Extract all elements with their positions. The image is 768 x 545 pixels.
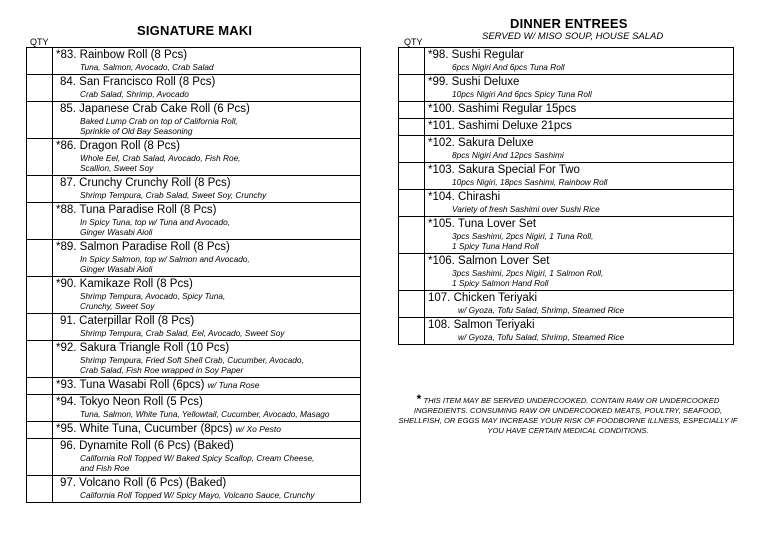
qty-cell[interactable] xyxy=(27,75,53,102)
item-name-text: 96. Dynamite Roll (6 Pcs) (Baked) xyxy=(60,440,234,452)
item-description: Shrimp Tempura, Crab Salad, Eel, Avocado, Sweet Soy xyxy=(80,328,285,338)
item-cell xyxy=(425,102,734,119)
qty-cell[interactable] xyxy=(399,254,425,291)
menu-row xyxy=(399,163,734,190)
item-name-text: 97. Volcano Roll (6 Pcs) (Baked) xyxy=(60,477,227,489)
item-description: 6pcs Nigiri And 6pcs Tuna Roll xyxy=(452,62,565,72)
item-name-text: *101. Sashimi Deluxe 21pcs xyxy=(428,120,572,132)
warning-asterisk: * xyxy=(416,392,422,406)
item-description: Tuna, Salmon, White Tuna, Yellowtail, Cucumber, Avocado, Masago xyxy=(80,409,330,419)
item-name-text: *83. Rainbow Roll (8 Pcs) xyxy=(56,49,188,61)
item-inline-note: w/ Xo Pesto xyxy=(235,424,281,434)
item-name xyxy=(428,191,730,204)
warning-text: THIS ITEM MAY BE SERVED UNDERCOOKED. CONTAIN RAW OR UNDERCOOKED INGREDIENTS. CONSUMING RAW OR UNDERCOOKED MEATS, POULTRY, SEAFOOD, SHELLFISH, OR EGGS MAY INCREASE YOUR RISK OF FOODBORNE ILLNESS, ESPECIALLY IF YOU HAVE CERTAIN MEDICAL CONDITIONS. xyxy=(398,396,738,435)
item-cell xyxy=(53,102,361,139)
item-cell xyxy=(53,314,361,341)
item-cell xyxy=(53,139,361,176)
item-cell xyxy=(53,341,361,378)
dinner-entrees-table xyxy=(398,47,734,345)
menu-row xyxy=(27,439,361,476)
item-description: In Spicy Salmon, top w/ Salmon and Avocado, Ginger Wasabi Aioli xyxy=(80,254,250,274)
item-description: Shrimp Tempura, Avocado, Spicy Tuna, Crunchy, Sweet Soy xyxy=(80,291,226,311)
menu-row xyxy=(399,136,734,163)
item-description: Variety of fresh Sashimi over Sushi Rice xyxy=(452,204,600,214)
item-name xyxy=(428,49,730,62)
item-name-text: 87. Crunchy Crunchy Roll (8 Pcs) xyxy=(60,177,231,189)
item-name xyxy=(56,76,357,89)
item-name-text: *98. Sushi Regular xyxy=(428,49,524,61)
menu-row xyxy=(27,314,361,341)
item-name xyxy=(56,477,357,490)
menu-row xyxy=(399,254,734,291)
item-name xyxy=(56,241,357,254)
qty-cell[interactable] xyxy=(27,422,53,439)
item-cell xyxy=(425,163,734,190)
menu-row xyxy=(27,139,361,176)
qty-cell[interactable] xyxy=(399,102,425,119)
qty-cell[interactable] xyxy=(27,240,53,277)
item-name-text: *95. White Tuna, Cucumber (8pcs) xyxy=(56,423,233,435)
item-cell xyxy=(53,176,361,203)
qty-cell[interactable] xyxy=(27,139,53,176)
item-name xyxy=(428,255,730,268)
menu-row xyxy=(399,190,734,217)
item-name-text: *103. Sakura Special For Two xyxy=(428,164,580,176)
item-description: 3pcs Sashimi, 2pcs Nigiri, 1 Tuna Roll, 1 Spicy Tuna Hand Roll xyxy=(452,231,594,251)
menu-row xyxy=(399,291,734,318)
item-name-text: *88. Tuna Paradise Roll (8 Pcs) xyxy=(56,204,217,216)
item-description: 10pcs Nigiri, 18pcs Sashimi, Rainbow Roll xyxy=(452,177,608,187)
qty-cell[interactable] xyxy=(27,439,53,476)
qty-cell[interactable] xyxy=(399,318,425,345)
qty-cell[interactable] xyxy=(27,176,53,203)
menu-row xyxy=(27,378,361,395)
item-cell xyxy=(53,378,361,395)
item-description: Shrimp Tempura, Fried Soft Shell Crab, Cucumber, Avocado, Crab Salad, Fish Roe wrapped in Soy Paper xyxy=(80,355,304,375)
right-qty-label: QTY xyxy=(404,37,423,47)
item-name-text: *93. Tuna Wasabi Roll (6pcs) xyxy=(56,379,205,391)
qty-cell[interactable] xyxy=(399,190,425,217)
item-cell xyxy=(53,422,361,439)
menu-row xyxy=(399,119,734,136)
item-cell xyxy=(53,476,361,503)
qty-cell[interactable] xyxy=(399,163,425,190)
raw-food-warning xyxy=(398,394,738,436)
menu-row xyxy=(27,277,361,314)
item-name xyxy=(56,278,357,291)
qty-cell[interactable] xyxy=(399,217,425,254)
item-cell xyxy=(53,240,361,277)
menu-row xyxy=(27,75,361,102)
item-name xyxy=(56,342,357,355)
item-cell xyxy=(425,75,734,102)
dinner-entrees-title: DINNER ENTREES xyxy=(510,16,628,31)
item-name xyxy=(428,120,730,133)
item-name-text: 108. Salmon Teriyaki xyxy=(428,319,535,331)
qty-cell[interactable] xyxy=(27,395,53,422)
signature-maki-title: SIGNATURE MAKI xyxy=(137,23,253,38)
item-name xyxy=(428,164,730,177)
item-description: Whole Eel, Crab Salad, Avocado, Fish Roe, Scallion, Sweet Soy xyxy=(80,153,241,173)
item-name-text: 84. San Francisco Roll (8 Pcs) xyxy=(60,76,216,88)
qty-cell[interactable] xyxy=(399,119,425,136)
qty-cell[interactable] xyxy=(27,203,53,240)
item-cell xyxy=(425,136,734,163)
item-name-text: *92. Sakura Triangle Roll (10 Pcs) xyxy=(56,342,230,354)
qty-cell[interactable] xyxy=(27,277,53,314)
item-name xyxy=(56,140,357,153)
item-name-text: 107. Chicken Teriyaki xyxy=(428,292,538,304)
item-cell xyxy=(425,190,734,217)
menu-row xyxy=(27,176,361,203)
item-description: 3pcs Sashimi, 2pcs Nigiri, 1 Salmon Roll, 1 Spicy Salmon Hand Roll xyxy=(452,268,604,288)
menu-row xyxy=(27,203,361,240)
item-name-text: *90. Kamikaze Roll (8 Pcs) xyxy=(56,278,193,290)
item-name xyxy=(428,76,730,89)
item-name-text: *100. Sashimi Regular 15pcs xyxy=(428,103,577,115)
item-name xyxy=(56,315,357,328)
menu-row xyxy=(399,217,734,254)
item-description: Shrimp Tempura, Crab Salad, Sweet Soy, Crunchy xyxy=(80,190,267,200)
menu-row xyxy=(399,75,734,102)
qty-cell[interactable] xyxy=(399,136,425,163)
item-description: Crab Salad, Shrimp, Avocado xyxy=(80,89,189,99)
item-cell xyxy=(53,203,361,240)
item-name xyxy=(56,49,357,62)
item-name-text: *102. Sakura Deluxe xyxy=(428,137,534,149)
item-name-text: *89. Salmon Paradise Roll (8 Pcs) xyxy=(56,241,230,253)
menu-row xyxy=(399,102,734,119)
item-name-text: 91. Caterpillar Roll (8 Pcs) xyxy=(60,315,195,327)
item-name xyxy=(428,292,730,305)
item-name-text: *94. Tokyo Neon Roll (5 Pcs) xyxy=(56,396,203,408)
menu-row xyxy=(27,422,361,439)
menu-row xyxy=(27,476,361,503)
qty-cell[interactable] xyxy=(399,48,425,75)
item-name xyxy=(428,319,730,332)
item-name xyxy=(56,379,357,392)
item-inline-note: w/ Tuna Rose xyxy=(207,380,260,390)
qty-cell[interactable] xyxy=(399,291,425,318)
item-name-text: *86. Dragon Roll (8 Pcs) xyxy=(56,140,180,152)
item-name xyxy=(56,103,357,116)
item-cell xyxy=(53,439,361,476)
item-name-text: *105. Tuna Lover Set xyxy=(428,218,537,230)
menu-row xyxy=(27,240,361,277)
item-cell xyxy=(425,119,734,136)
item-cell xyxy=(425,48,734,75)
item-cell xyxy=(53,277,361,314)
dinner-entrees-subtitle: SERVED W/ MISO SOUP, HOUSE SALAD xyxy=(482,31,664,42)
item-description: w/ Gyoza, Tofu Salad, Shrimp, Steamed Rice xyxy=(458,332,625,342)
item-description: w/ Gyoza, Tofu Salad, Shrimp, Steamed Rice xyxy=(458,305,625,315)
qty-cell[interactable] xyxy=(27,341,53,378)
qty-cell[interactable] xyxy=(27,314,53,341)
item-description: Baked Lump Crab on top of California Roll, Sprinkle of Old Bay Seasoning xyxy=(80,116,238,136)
item-description: 10pcs Nigiri And 6pcs Spicy Tuna Roll xyxy=(452,89,592,99)
item-cell xyxy=(53,75,361,102)
item-cell xyxy=(53,48,361,75)
item-name xyxy=(56,423,357,436)
item-name xyxy=(428,218,730,231)
item-name xyxy=(56,440,357,453)
item-cell xyxy=(425,291,734,318)
menu-row xyxy=(399,48,734,75)
menu-row xyxy=(399,318,734,345)
item-name-text: 85. Japanese Crab Cake Roll (6 Pcs) xyxy=(60,103,250,115)
left-qty-label: QTY xyxy=(30,37,49,47)
menu-row xyxy=(27,48,361,75)
item-description: In Spicy Tuna, top w/ Tuna and Avocado, Ginger Wasabi Aioli xyxy=(80,217,231,237)
item-name-text: *104. Chirashi xyxy=(428,191,501,203)
item-name xyxy=(428,137,730,150)
qty-cell[interactable] xyxy=(27,378,53,395)
item-cell xyxy=(53,395,361,422)
item-description: Tuna, Salmon, Avocado, Crab Salad xyxy=(80,62,214,72)
item-description: California Roll Topped W/ Spicy Mayo, Volcano Sauce, Crunchy xyxy=(80,490,315,500)
signature-maki-table xyxy=(26,47,361,503)
item-cell xyxy=(425,318,734,345)
qty-cell[interactable] xyxy=(27,102,53,139)
item-cell xyxy=(425,217,734,254)
item-name xyxy=(56,204,357,217)
item-cell xyxy=(425,254,734,291)
menu-row xyxy=(27,395,361,422)
qty-cell[interactable] xyxy=(399,75,425,102)
item-name-text: *99. Sushi Deluxe xyxy=(428,76,520,88)
qty-cell[interactable] xyxy=(27,48,53,75)
item-name-text: *106. Salmon Lover Set xyxy=(428,255,550,267)
menu-row xyxy=(27,341,361,378)
item-description: 8pcs Nigiri And 12pcs Sashimi xyxy=(452,150,564,160)
item-name xyxy=(428,103,730,116)
item-name xyxy=(56,177,357,190)
qty-cell[interactable] xyxy=(27,476,53,503)
item-name xyxy=(56,396,357,409)
menu-row xyxy=(27,102,361,139)
item-description: California Roll Topped W/ Baked Spicy Scallop, Cream Cheese, and Fish Roe xyxy=(80,453,315,473)
